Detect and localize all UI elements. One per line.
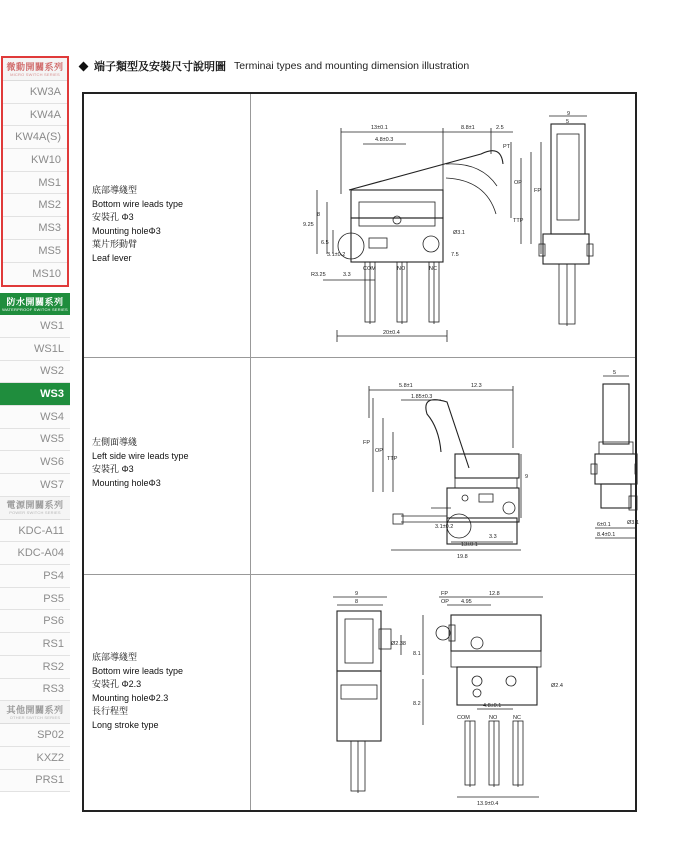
desc-line: 底部導綫型 [92,652,138,662]
row3-description [92,651,183,732]
sidebar-item-ws1l[interactable]: WS1L [0,338,70,361]
dim-label: 8 [355,599,359,605]
sidebar-item-rs1[interactable]: RS1 [0,633,70,656]
dim-label: 3.1±0.2 [435,524,454,530]
dim-label: 3.1±0.2 [327,252,346,258]
sidebar-item-ws1[interactable]: WS1 [0,315,70,338]
dim-label: 5.8±1 [399,383,413,389]
sidebar-item-ms3[interactable]: MS3 [3,217,67,240]
desc-line: 底部導綫型 [92,185,138,195]
sidebar-item-prs1[interactable]: PRS1 [0,770,70,793]
group-header-en: POWER SWITCH SERIES [9,510,61,516]
desc-line: 左側面導綫 [92,437,138,447]
dim-label: 4.8±0.3 [375,137,394,143]
heading-cn: 端子類型及安裝尺寸說明圖 [94,61,226,73]
sidebar-item-ws3[interactable]: WS3 [0,383,70,406]
group-header-cn: 微動開關系列 [6,61,64,72]
group-header-cn: 防水開關系列 [6,296,64,307]
sidebar-item-ws7[interactable]: WS7 [0,474,70,497]
power-switch-group [0,497,70,702]
sidebar-item-kw3a[interactable]: KW3A [3,81,67,104]
desc-line: 長行程型 [92,706,129,716]
dim-label: 5 [566,119,570,125]
terminal-label: NO [489,715,498,721]
group-header-en: MICRO SWITCH SERIES [10,71,60,77]
group-header [3,58,67,81]
sidebar-item-kw4as[interactable]: KW4A(S) [3,126,67,149]
dim-label: 5 [613,370,617,376]
other-switch-group [0,701,70,792]
series-sidebar [0,56,70,792]
dim-label: 13.9±0.4 [477,801,499,807]
terminal-label: COM [363,266,376,272]
dim-label: OP [375,448,383,454]
sidebar-item-ps4[interactable]: PS4 [0,565,70,588]
illustration-table [82,92,637,812]
dim-label: 1.85±0.3 [411,394,433,400]
sidebar-item-ms10[interactable]: MS10 [3,263,67,286]
dim-label: 9 [355,591,359,597]
dim-label: OP [441,599,449,605]
section-heading [80,58,469,74]
dim-label: Ø3.1 [453,230,465,236]
sidebar-item-rs2[interactable]: RS2 [0,656,70,679]
dim-label: 9 [567,111,571,117]
dim-label: 3.3 [343,272,351,278]
dim-label: 9.25 [303,222,314,228]
dim-label: 8.4±0.1 [597,532,616,538]
dim-label: FP [441,591,449,597]
dim-label: 3.3 [489,534,497,540]
sidebar-item-ws5[interactable]: WS5 [0,429,70,452]
dim-label: 8.2 [413,701,421,707]
terminal-label: NC [513,715,521,721]
dim-label: 12.3 [471,383,482,389]
dim-label: 20±0.4 [383,330,400,336]
sidebar-item-ms5[interactable]: MS5 [3,240,67,263]
sidebar-item-ms1[interactable]: MS1 [3,172,67,195]
dim-label: 12.8 [489,591,500,597]
dim-label: FP [534,188,542,194]
sidebar-item-kdc-a11[interactable]: KDC-A11 [0,520,70,543]
dim-label: FP [363,440,371,446]
dim-label: 6.5 [321,240,329,246]
desc-line: 安裝孔 Φ3 [92,464,134,474]
sidebar-item-kdc-a04[interactable]: KDC-A04 [0,542,70,565]
dim-label: 13±0.1 [371,125,388,131]
sidebar-item-ps6[interactable]: PS6 [0,610,70,633]
dim-label: Ø2.38 [391,641,406,647]
group-header-en: WATERPROOF SWITCH SERIES [2,306,68,312]
dim-label: 19.8 [457,554,468,560]
desc-line: Leaf lever [92,252,132,263]
dim-label: 4.8±0.1 [483,703,502,709]
desc-line: 安裝孔 Φ2.3 [92,679,142,689]
dim-label: Ø3.1 [627,520,639,526]
sidebar-item-sp02[interactable]: SP02 [0,724,70,747]
dim-label: 8.8±1 [461,125,475,131]
group-header [0,497,70,520]
dim-label: 4.95 [461,599,472,605]
desc-line: 安裝孔 Φ3 [92,212,134,222]
row2-description [92,436,189,490]
group-header [0,701,70,724]
sidebar-item-rs3[interactable]: RS3 [0,679,70,702]
sidebar-item-kw4a[interactable]: KW4A [3,104,67,127]
desc-line: Mounting holeΦ3 [92,225,161,236]
desc-line: Long stroke type [92,719,159,730]
desc-line: Bottom wire leads type [92,665,184,676]
waterproof-switch-group [0,293,70,497]
row1-description [92,184,183,265]
dim-label: TTP [387,456,398,462]
terminal-label: NO [397,266,406,272]
heading-en: Terminai types and mounting dimension illustration [234,60,470,72]
row1-dimension-drawing [251,94,637,357]
dim-label: 2.5 [496,125,504,131]
dim-label: 7.5 [451,252,459,258]
group-header-en: OTHER SWITCH SERIES [9,714,61,720]
desc-line: Mounting holeΦ2.3 [92,692,169,703]
row2-dimension-drawing [251,358,637,574]
desc-line: Left side wire leads type [92,450,189,461]
diamond-bullet-icon [79,61,89,71]
dim-label: R3.25 [311,272,326,278]
dim-label: 9 [525,474,529,480]
group-header-cn: 電源開關系列 [6,500,64,511]
desc-line: Bottom wire leads type [92,198,184,209]
dim-label: 8 [317,212,321,218]
terminal-label: COM [457,715,470,721]
sidebar-item-ps5[interactable]: PS5 [0,588,70,611]
sidebar-item-ws2[interactable]: WS2 [0,361,70,384]
sidebar-item-kxz2[interactable]: KXZ2 [0,747,70,770]
sidebar-item-ws6[interactable]: WS6 [0,451,70,474]
sidebar-item-kw10[interactable]: KW10 [3,149,67,172]
micro-switch-group [1,56,69,287]
group-header-cn: 其他開關系列 [6,704,64,715]
dim-label: Ø2.4 [551,683,563,689]
sidebar-item-ms2[interactable]: MS2 [3,194,67,217]
dim-label: 6±0.1 [597,522,611,528]
terminal-label: NC [429,266,437,272]
desc-line: Mounting holeΦ3 [92,477,161,488]
dim-label: 8.1 [413,651,421,657]
dim-label: TTP [513,218,524,224]
row3-dimension-drawing [251,575,637,810]
dim-label: 13±0.1 [461,542,478,548]
dim-label: OP [514,180,522,186]
dim-label: PT [503,144,511,150]
sidebar-item-ws4[interactable]: WS4 [0,406,70,429]
group-header [0,293,70,315]
desc-line: 葉片形動臂 [92,239,138,249]
